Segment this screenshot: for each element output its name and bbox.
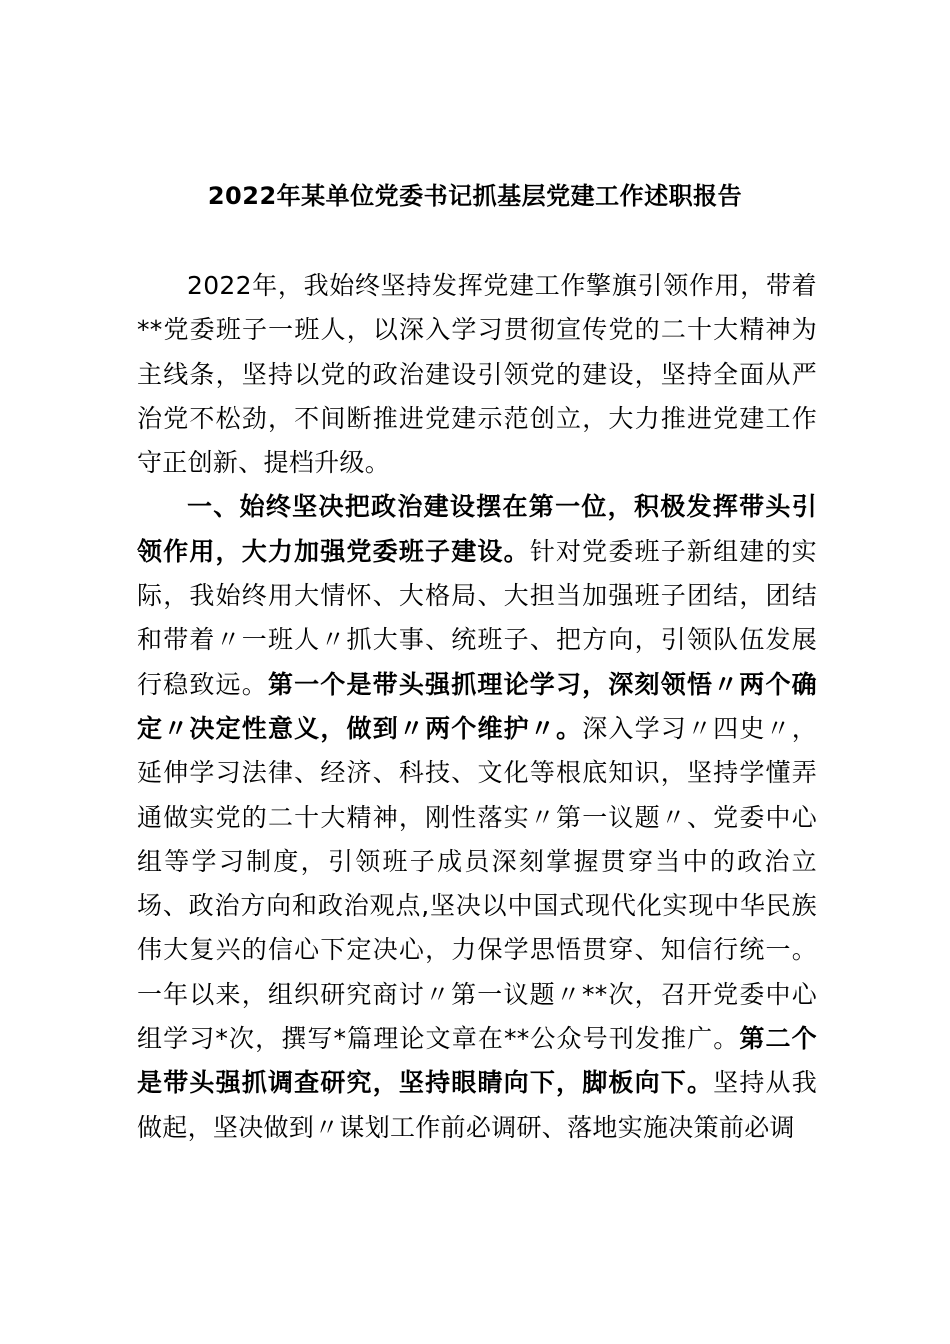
subpoint-one-heading: 第一个是带头强抓理论学习，深刻领悟〃两个确定〃决定性意义，做到〃两个维护〃。 (137, 669, 817, 743)
document-title: 2022年某单位党委书记抓基层党建工作述职报告 (207, 182, 743, 210)
section-one-paragraph (137, 485, 817, 1149)
intro-paragraph: 2022年，我始终坚持发挥党建工作擎旗引领作用，带着**党委班子一班人，以深入学习贯彻宣传党的二十大精神为主线条，坚持以党的政治建设引领党的建设，坚持全面从严治党不松劲，不间断推进党建示范创立，大力推进党建工作守正创新、提档升级。 (137, 271, 817, 478)
subpoint-two-heading: 第二个是带头强抓调查研究，坚持眼睛向下，脚板向下。 (137, 1024, 817, 1098)
subpoint-two-text: 坚持从我做起，坚决做到〃谋划工作前必调研、落地实施决策前必调 (137, 1068, 818, 1142)
section-one-text: 针对党委班子新组建的实际，我始终用大情怀、大格局、大担当加强班子团结，团结和带着〃一班人〃抓大事、统班子、把方向，引领队伍发展行稳致远。 (137, 536, 817, 699)
section-one-heading: 一、始终坚决把政治建设摆在第一位，积极发挥带头引领作用，大力加强党委班子建设。 (137, 492, 817, 566)
subpoint-one-text: 深入学习〃四史〃，延伸学习法律、经济、科技、文化等根底知识，坚持学懂弄通做实党的二十大精神，刚性落实〃第一议题〃、党委中心组等学习制度，引领班子成员深刻掌握贯穿当中的政治立场、政治方向和政治观点,坚决以中国式现代化实现中华民族伟大复兴的信心下定决心，力保学思悟贯穿、知信行统一。一年以来，组织研究商讨〃第一议题〃**次，召开党委中心组学习*次，撰写*篇理论文章在**公众号刊发推广。 (137, 713, 818, 1054)
document-body (137, 264, 817, 1150)
